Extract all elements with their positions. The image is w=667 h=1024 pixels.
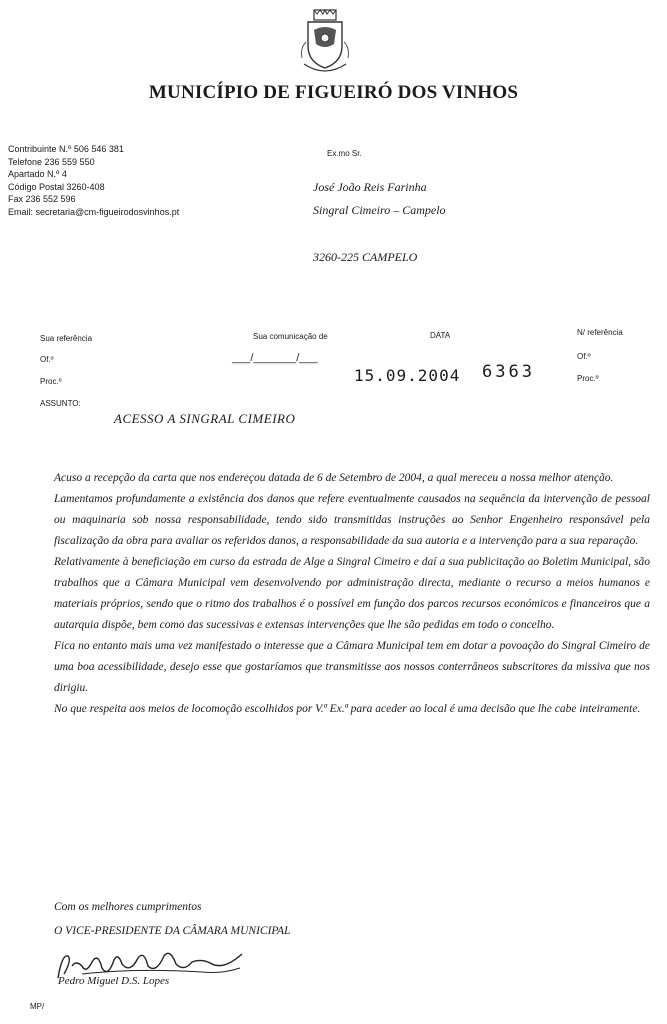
your-communication-label: Sua comunicação de [253,332,328,341]
body-paragraph: Relativamente à beneficiação em curso da estrada de Alge a Singral Cimeiro e daí a sua publicitação ao Boletim Municipal, são trabalhos que a Câmara Municipal vem desenvolvendo por administração directa, mediante o recurso a meios humanos e materiais próprios, sendo que o ritmo dos trabalhos é o possível em função dos parcos recursos económicos e financeiros que a autarquia dispõe, bem como das sucessivas e extensas intervenções que lhe são pedidas em todo o concelho. [54,556,650,631]
recipient-locality: Singral Cimeiro – Campelo [313,203,446,217]
body-paragraph: Fica no entanto mais uma vez manifestado o interesse que a Câmara Municipal tem em dotar a povoação do Singral Cimeiro de uma boa acessibilidade, desejo esse que gostaríamos que transmitisse aos nossos conterrâneos subscritores da missiva que nos dirigiu. [54,640,650,694]
signatory-role: O VICE-PRESIDENTE DA CÂMARA MUNICIPAL [54,925,291,937]
page-title: MUNICÍPIO DE FIGUEIRÓ DOS VINHOS [148,82,519,103]
date-stamp: 15.09.2004 [354,366,461,385]
proc-label-right: Proc.º [577,374,599,383]
our-reference-label: N/ referência [577,328,623,337]
contact-taxpayer: Contribuinte N.º 506 546 381 [8,144,124,154]
subject-label: ASSUNTO: [40,399,81,408]
signer-name: Pedro Miguel D.S. Lopes [58,975,170,987]
body-paragraph: Acuso a recepção da carta que nos endereçou datada de 6 de Setembro de 2004, a qual mereceu a nossa melhor atenção. [54,472,614,484]
letter-body [54,468,650,720]
recipient-salutation: Ex.mo Sr. [327,149,362,158]
recipient-postcode: 3260-225 CAMPELO [313,250,418,264]
body-paragraph: No que respeita aos meios de locomoção escolhidos por V.ª Ex.ª para aceder ao local é uma decisão que lhe cabe inteiramente. [54,703,641,715]
of-label-left: Of.º [40,355,54,364]
municipal-coat-of-arms-icon [296,8,354,76]
contact-postcode: Código Postal 3260-408 [8,181,105,192]
your-reference-label: Sua referência [40,334,93,343]
reference-number-stamp: 6363 [482,362,535,382]
contact-po-box: Apartado N.º 4 [8,169,67,180]
recipient-name: José João Reis Farinha [313,180,427,194]
contact-email: Email: secretaria@cm-figueirodosvinhos.pt [8,206,180,217]
contact-phone: Telefone 236 559 550 [8,156,95,167]
of-label-right: Of.º [577,352,591,361]
subject-value: ACESSO A SINGRAL CIMEIRO [114,411,296,426]
body-paragraph: Lamentamos profundamente a existência dos danos que refere eventualmente causados na sequência da intervenção de pessoal ou maquinaria sob nossa responsabilidade, tendo sido transmitidas instruções ao Senhor Engenheiro responsável pela fiscalização da obra para avaliar os referidos danos, a responsabilidade da sua autoria e a intervenção para a sua reparação. [54,493,650,547]
typist-initials: MP/ [30,1002,45,1011]
contact-block [8,143,179,219]
proc-label-left: Proc.º [40,377,62,386]
contact-fax: Fax 236 552 596 [8,194,76,205]
date-label: DATA [430,331,451,340]
communication-date-blank: ___/_______/___ [232,352,318,364]
closing-greeting: Com os melhores cumprimentos [54,901,202,913]
